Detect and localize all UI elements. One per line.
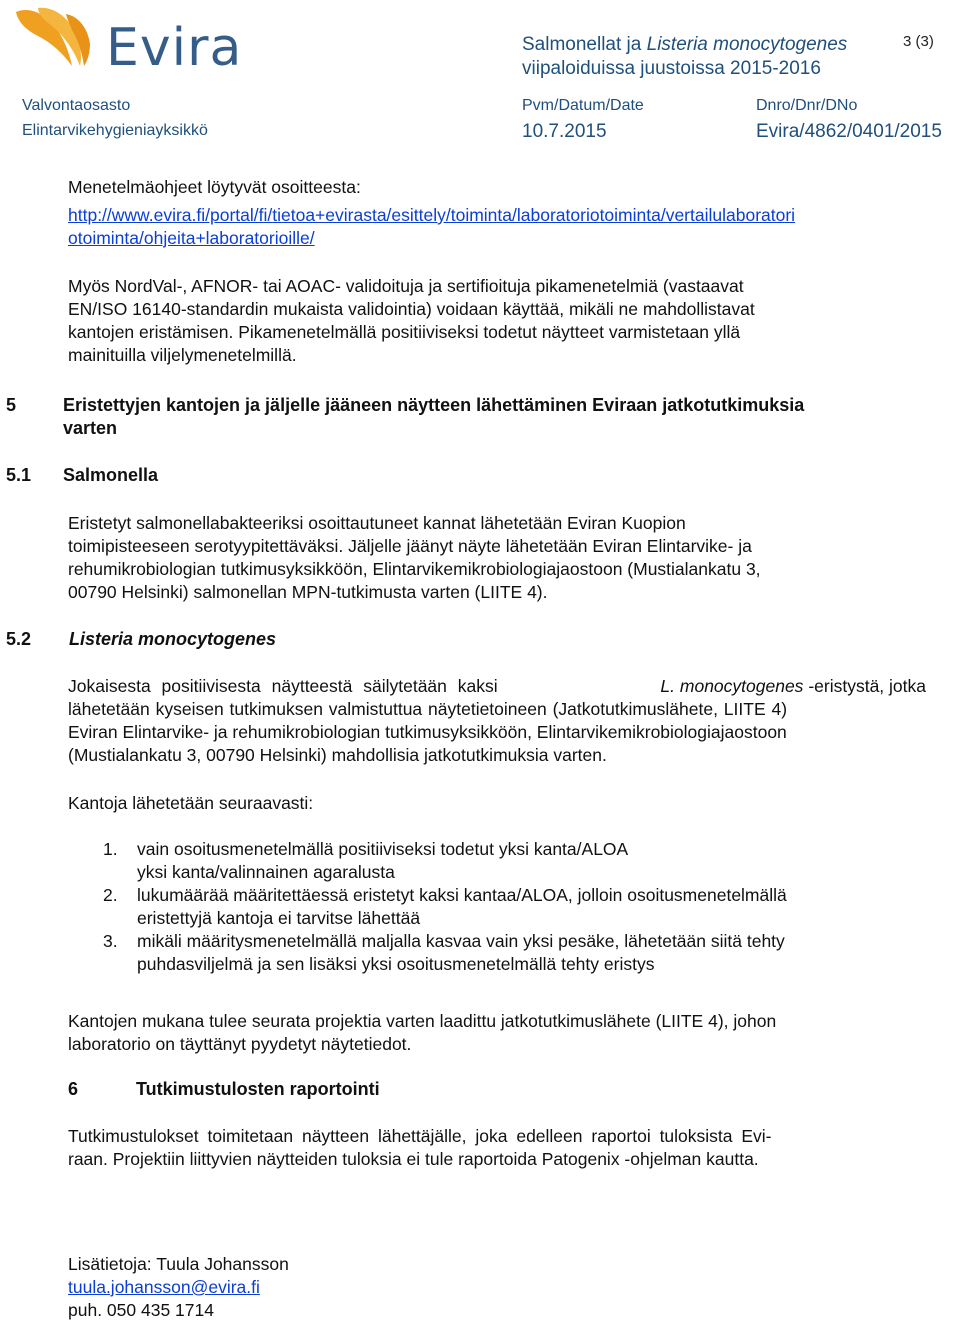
list-number: 2. [103, 885, 118, 905]
text-line: toimipisteeseen serotyypitettäväksi. Jäljelle jäänyt näyte lähetetään Eviran Elintarvike- ja [68, 536, 752, 556]
list-line: lukumäärää määritettäessä eristetyt kaksi kantaa/ALOA, jolloin osoitusmenetelmällä [137, 885, 787, 905]
page-number: 3 (3) [903, 33, 934, 50]
section-number: 5 [6, 395, 17, 415]
text-line: (Mustialankatu 3, 00790 Helsinki) mahdollisia jatkotutkimuksia varten. [68, 745, 607, 765]
text-line: Kantojen mukana tulee seurata projektia varten laadittu jatkotutkimuslähete (LIITE 4), johon [68, 1011, 777, 1031]
send-list [103, 838, 903, 976]
section-number: 5.2 [6, 629, 32, 649]
section-number: 5.1 [6, 465, 32, 485]
section-title: Listeria monocytogenes [69, 629, 277, 649]
evira-logo [8, 4, 248, 84]
list-line: puhdasviljelmä ja sen lisäksi yksi osoitusmenetelmällä tehty eristys [137, 954, 655, 974]
brand-name: Evira [106, 18, 243, 78]
contact-label: Lisätietoja: Tuula Johansson [68, 1254, 289, 1274]
text-line: Eviran Elintarvike- ja rehumikrobiologian tutkimusyksikköön, Elintarvikemikrobiologiajaostoon [68, 722, 787, 742]
methods-link-line1[interactable]: http://www.evira.fi/portal/fi/tietoa+evirasta/esittely/toiminta/laboratoriotoiminta/vertailulaboratori [68, 205, 796, 225]
methods-link-line2[interactable]: otoiminta/ohjeita+laboratorioille/ [68, 228, 315, 248]
doc-title-line2: viipaloiduissa juustoissa 2015-2016 [522, 58, 821, 79]
section-title-line1: Eristettyjen kantojen ja jäljelle jääneen näytteen lähettäminen Eviraan jatkotutkimuksia [63, 395, 805, 415]
evira-leaf-icon [8, 4, 108, 84]
list-number: 3. [103, 931, 118, 951]
text-line [68, 1125, 882, 1148]
contact-phone: puh. 050 435 1714 [68, 1300, 214, 1320]
section-title-line2: varten [63, 418, 118, 438]
date-label: Pvm/Datum/Date [522, 97, 644, 114]
text-part: -eristystä, jotka [808, 676, 926, 696]
reference-value: Evira/4862/0401/2015 [756, 121, 942, 142]
reporting-paragraph [68, 1125, 882, 1171]
section-number: 6 [68, 1079, 79, 1099]
list-line: vain osoitusmenetelmällä positiiviseksi todetut yksi kanta/ALOA [137, 839, 629, 859]
doc-title-line1: Salmonellat ja [522, 34, 642, 55]
text-line: 00790 Helsinki) salmonellan MPN-tutkimusta varten (LIITE 4). [68, 582, 548, 602]
methods-intro: Menetelmäohjeet löytyvät osoitteesta: [68, 177, 361, 197]
text-line: raan. Projektiin liittyvien näytteiden tuloksia ei tule raportoida Patogenix -ohjelman kautta. [68, 1149, 759, 1169]
project-paragraph [68, 1010, 918, 1056]
department-label: Valvontaosasto [22, 97, 131, 114]
list-item [103, 930, 903, 976]
unit-label: Elintarvikehygieniayksikkö [22, 122, 208, 139]
text-line: laboratorio on täyttänyt pyydetyt näytetiedot. [68, 1034, 412, 1054]
text-line: EN/ISO 16140-standardin mukaista validointia) voidaan käyttää, mikäli ne mahdollistavat [68, 299, 755, 319]
salmonella-paragraph [68, 512, 898, 604]
section-5-1-heading [6, 464, 159, 487]
list-number: 1. [103, 839, 118, 859]
text-part [660, 675, 926, 698]
section-6-heading [68, 1078, 380, 1101]
text-line: lähetetään kyseisen tutkimuksen valmistuttua näytetietoineen (Jatkotutkimuslähete, LIITE 4) [68, 699, 788, 719]
doc-title-italic: Listeria monocytogenes [646, 34, 848, 55]
methods-link[interactable] [68, 204, 938, 250]
send-intro: Kantoja lähetetään seuraavasti: [68, 793, 314, 813]
contact-block [68, 1253, 289, 1322]
list-item [103, 884, 903, 930]
text-line [68, 675, 926, 698]
document-title [522, 33, 882, 81]
contact-email-link[interactable]: tuula.johansson@evira.fi [68, 1277, 260, 1297]
list-line: mikäli määritysmenetelmällä maljalla kasvaa vain yksi pesäke, lähetetään siitä tehty [137, 931, 785, 951]
text-line: mainituilla viljelymenetelmillä. [68, 345, 297, 365]
text-part: Jokaisesta positiivisesta näytteestä säilytetään kaksi [68, 676, 498, 696]
section-title: Salmonella [63, 465, 159, 485]
rapid-methods-paragraph [68, 275, 898, 367]
reference-label: Dnro/Dnr/DNo [756, 97, 858, 114]
section-title: Tutkimustulosten raportointi [136, 1079, 380, 1099]
list-line: eristettyjä kantoja ei tarvitse lähettää [137, 908, 421, 928]
text-part: Tutkimustulokset toimitetaan näytteen lähettäjälle, joka edelleen raportoi tuloksista Evi- [68, 1126, 772, 1146]
text-line: kantojen eristämisen. Pikamenetelmällä positiiviseksi todetut näytteet varmistetaan yllä [68, 322, 741, 342]
section-5-2-heading [6, 628, 277, 651]
list-item [103, 838, 903, 884]
date-value: 10.7.2015 [522, 121, 607, 142]
text-line: Myös NordVal-, AFNOR- tai AOAC- validoituja ja sertifioituja pikamenetelmiä (vastaavat [68, 276, 744, 296]
italic-term: L. monocytogenes [660, 676, 804, 696]
text-line: rehumikrobiologian tutkimusyksikköön, Elintarvikemikrobiologiajaostoon (Mustialankatu 3, [68, 559, 761, 579]
listeria-paragraph [68, 675, 926, 767]
text-line: Eristetyt salmonellabakteeriksi osoittautuneet kannat lähetetään Eviran Kuopion [68, 513, 686, 533]
list-line: yksi kanta/valinnainen agaralusta [137, 862, 395, 882]
